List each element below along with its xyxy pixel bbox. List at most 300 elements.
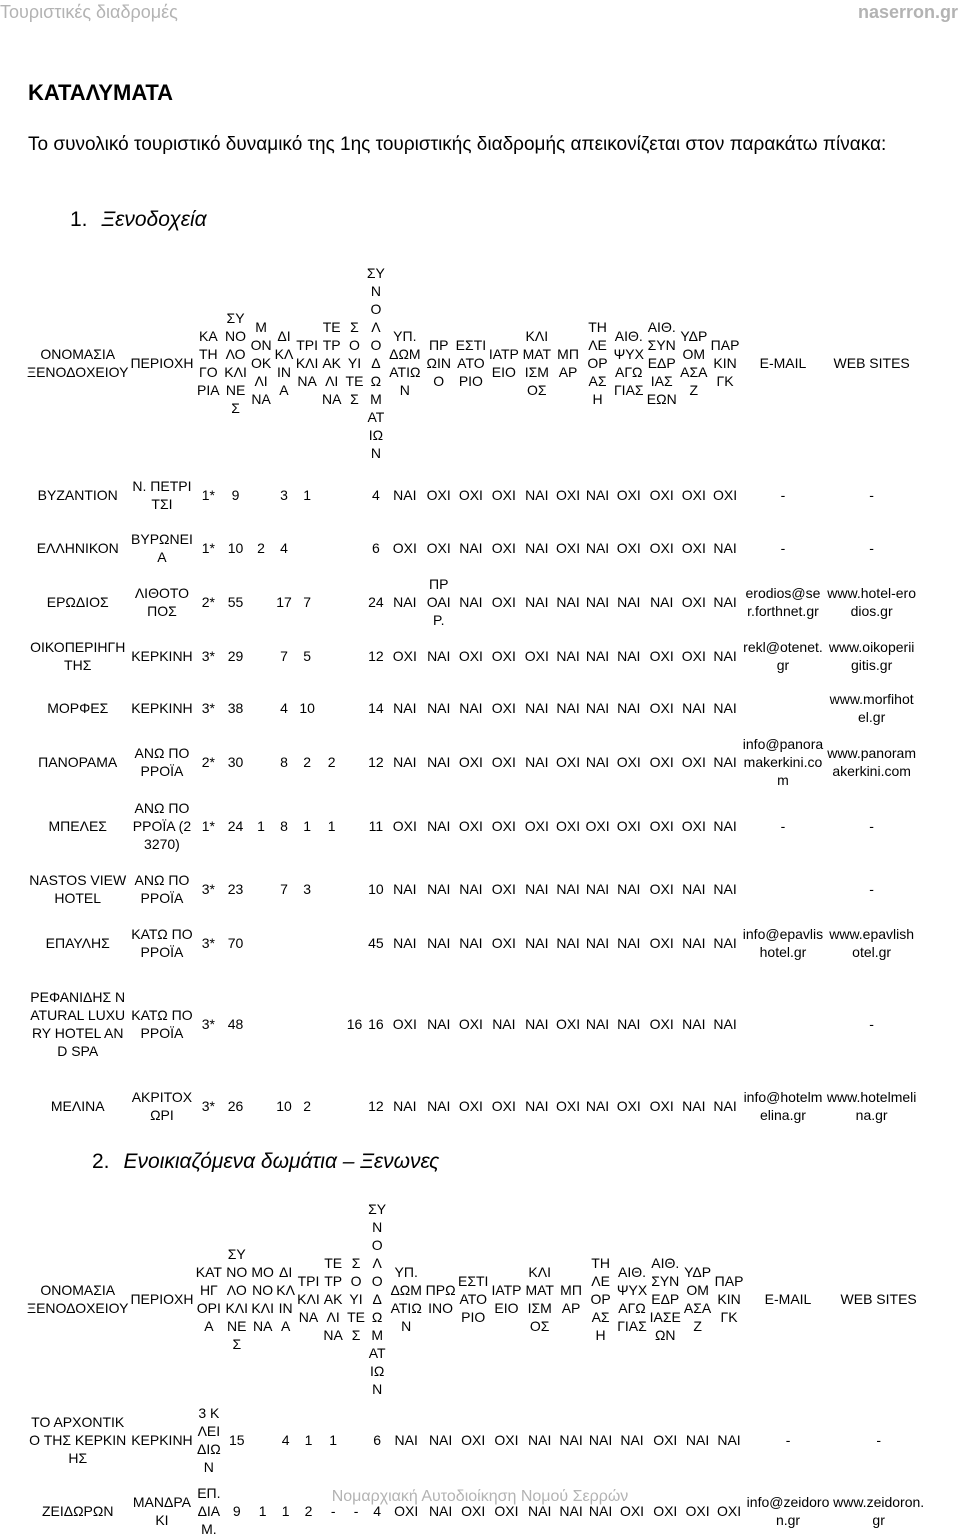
cell-single [249, 862, 273, 916]
column-header: ΚΛΙΜΑΤΙΣΜΟΣ [525, 1264, 554, 1334]
cell-suites [344, 790, 365, 862]
cell-name: NASTOS VIEW HOTEL [29, 872, 127, 906]
cell-c10: ΟΧΙ [685, 1503, 710, 1519]
cell-c3: ΝΑΙ [459, 594, 483, 610]
cell-c9: ΟΧΙ [649, 1098, 674, 1114]
cell-c10: ΟΧΙ [681, 648, 706, 664]
cell-name: ΜΟΡΦΕΣ [47, 700, 109, 716]
cell-beds: 29 [227, 648, 244, 664]
cell-beds: 23 [227, 881, 244, 897]
cell-c10: ΝΑΙ [685, 1432, 710, 1448]
cell-c3: ΟΧΙ [458, 487, 483, 503]
cell-c1: ΝΑΙ [393, 487, 417, 503]
cell-c1: ΝΑΙ [393, 881, 417, 897]
column-header: ΤΕΤΡΑΚΛΙΝΑ [321, 319, 342, 407]
cell-web: www.hotelmelina.gr [826, 1089, 917, 1123]
cell-c2: ΟΧΙ [426, 540, 451, 556]
cell-cat: ΕΠ. ΔΙΑΜ. [197, 1485, 221, 1537]
cell-c5: ΝΑΙ [528, 1503, 552, 1519]
header-site: naserron.gr [857, 2, 958, 22]
cell-c4: ΟΧΙ [491, 818, 516, 834]
column-header: ΙΑΤΡΕΙΟ [491, 1282, 522, 1316]
cell-c8: ΝΑΙ [617, 881, 641, 897]
cell-c3: ΟΧΙ [458, 1098, 483, 1114]
cell-c6: ΟΧΙ [555, 487, 581, 503]
cell-c3: ΟΧΙ [458, 818, 483, 834]
cell-c4: ΟΧΙ [491, 1098, 516, 1114]
cell-email: - [780, 540, 786, 556]
cell-double [273, 916, 294, 970]
cell-cat: 1* [201, 487, 215, 503]
column-header: ΟΝΟΜΑΣΙΑ ΞΕΝΟΔΟΧΕΙΟΥ [27, 1282, 129, 1316]
cell-web: www.zeidoron.gr [833, 1494, 925, 1528]
cell-c1: ΟΧΙ [392, 1016, 417, 1032]
cell-c2: ΝΑΙ [427, 754, 451, 770]
column-header: WEB SITES [840, 1291, 917, 1307]
cell-c8: ΟΧΙ [616, 540, 641, 556]
cell-c7: ΝΑΙ [588, 1503, 613, 1519]
cell-c6: ΝΑΙ [556, 935, 580, 951]
cell-c9: ΟΧΙ [649, 487, 674, 503]
cell-cat: 3* [201, 1098, 215, 1114]
cell-c8: ΝΑΙ [617, 1016, 641, 1032]
cell-c9: ΟΧΙ [649, 935, 674, 951]
cell-c4: ΟΧΙ [494, 1503, 519, 1519]
section2-num: 2. [92, 1150, 110, 1173]
cell-c11: ΝΑΙ [713, 648, 737, 664]
cell-c9: ΟΧΙ [653, 1503, 678, 1519]
cell-c3: ΝΑΙ [459, 700, 483, 716]
cell-c10: ΟΧΙ [681, 594, 706, 610]
cell-rooms: 16 [368, 1016, 384, 1032]
cell-c1: ΝΑΙ [393, 700, 417, 716]
cell-suites [344, 682, 365, 734]
cell-single [249, 1078, 273, 1134]
cell-c4: ΟΧΙ [491, 700, 516, 716]
cell-c8: ΟΧΙ [616, 487, 641, 503]
cell-web: - [869, 1016, 874, 1032]
cell-double: 4 [280, 700, 288, 716]
column-header: ΥΠ. ΔΩΜΑΤΙΩΝ [389, 328, 421, 398]
cell-quad [320, 522, 344, 574]
cell-web: www.oikoperiigitis.gr [828, 639, 915, 673]
table-row [26, 574, 918, 630]
cell-c1: ΟΧΙ [392, 648, 417, 664]
table-row [26, 790, 918, 862]
cell-c9: ΟΧΙ [649, 648, 674, 664]
cell-quad [320, 862, 344, 916]
column-header: ΠΡΩΙΝΟ [426, 337, 451, 389]
cell-beds: 30 [227, 754, 244, 770]
cell-single [249, 916, 273, 970]
cell-c11: ΟΧΙ [713, 487, 738, 503]
cell-email [741, 682, 826, 734]
cell-c10: ΝΑΙ [682, 1098, 706, 1114]
cell-single: 2 [257, 540, 265, 556]
cell-c5: ΝΑΙ [525, 594, 549, 610]
table-row [26, 522, 918, 574]
cell-c2: ΝΑΙ [427, 1098, 451, 1114]
cell-area: ΑΝΩ ΠΟΡΡΟΪΑ (23270) [132, 800, 192, 852]
cell-c8: ΟΧΙ [616, 818, 641, 834]
cell-single [249, 468, 273, 522]
column-header: ΠΕΡΙΟΧΗ [130, 1291, 194, 1307]
cell-c4: ΟΧΙ [491, 754, 516, 770]
column-header: ΜΠΑΡ [557, 346, 579, 380]
cell-suites [344, 522, 365, 574]
column-header: ΣΥΝΟΛΟ ΔΩΜΑΤΙΩΝ [368, 1201, 387, 1397]
cell-suites [344, 1078, 365, 1134]
cell-c9: ΟΧΙ [649, 540, 674, 556]
cell-c6: ΝΑΙ [556, 648, 580, 664]
cell-cat: 1* [201, 540, 215, 556]
cell-web: - [869, 818, 874, 834]
cell-email: - [780, 818, 786, 834]
table-row [26, 1078, 918, 1134]
cell-c5: ΝΑΙ [525, 540, 549, 556]
cell-c6: ΝΑΙ [556, 594, 580, 610]
cell-c9: ΟΧΙ [649, 1016, 674, 1032]
cell-rooms: 6 [373, 1432, 382, 1448]
cell-c8: ΟΧΙ [616, 1098, 641, 1114]
cell-suites [344, 916, 365, 970]
cell-triple [295, 522, 320, 574]
cell-c1: ΝΑΙ [393, 935, 417, 951]
cell-c6: ΟΧΙ [555, 754, 581, 770]
cell-beds: 70 [227, 935, 244, 951]
cell-rooms: 6 [372, 540, 380, 556]
cell-web: www.morfihotel.gr [829, 691, 914, 725]
cell-cat: 3* [201, 648, 215, 664]
cell-c4: ΟΧΙ [491, 935, 516, 951]
cell-c6: ΟΧΙ [555, 540, 581, 556]
table-row [26, 630, 918, 682]
cell-c7: ΝΑΙ [585, 594, 610, 610]
cell-area: ΑΝΩ ΠΟΡΡΟΪΑ [134, 745, 190, 779]
cell-area: ΚΑΤΩ ΠΟΡΡΟΪΑ [131, 926, 193, 960]
cell-c5: ΝΑΙ [525, 935, 549, 951]
cell-double: 4 [280, 540, 288, 556]
column-header: ΟΝΟΜΑΣΙΑ ΞΕΝΟΔΟΧΕΙΟΥ [27, 346, 129, 380]
cell-c5: ΝΑΙ [525, 1098, 549, 1114]
cell-area: ΑΝΩ ΠΟΡΡΟΪΑ [134, 872, 190, 906]
cell-double: 7 [280, 881, 288, 897]
cell-area: ΚΕΡΚΙΝΗ [131, 700, 193, 716]
column-header: ΜΠΑΡ [560, 1282, 582, 1316]
cell-beds: 10 [227, 540, 244, 556]
column-header: E-MAIL [764, 1291, 812, 1307]
cell-c10: ΝΑΙ [682, 881, 706, 897]
page-header [0, 0, 960, 28]
cell-rooms: 12 [368, 754, 384, 770]
cell-c2: ΝΑΙ [427, 1016, 451, 1032]
cell-email: - [785, 1432, 791, 1448]
cell-double: 4 [281, 1432, 290, 1448]
table-header-row [26, 258, 918, 468]
cell-c7: ΝΑΙ [585, 935, 610, 951]
cell-quad: 1 [327, 818, 336, 834]
intro-text: Το συνολικό τουριστικό δυναμικό της 1ης τουριστικής διαδρομής απεικονίζεται στον παρακάτω πίνακα: [28, 134, 887, 155]
cell-area: ΒΥΡΩΝΕΙΑ [131, 531, 193, 565]
cell-single: 1 [257, 818, 265, 834]
cell-quad [320, 970, 344, 1078]
cell-c1: ΟΧΙ [392, 818, 417, 834]
cell-single [249, 574, 273, 630]
cell-c4: ΟΧΙ [494, 1432, 519, 1448]
cell-c10: ΟΧΙ [681, 540, 706, 556]
column-header: ΙΑΤΡΕΙΟ [488, 346, 519, 380]
cell-c6: ΝΑΙ [559, 1432, 583, 1448]
cell-beds: 15 [228, 1432, 245, 1448]
column-header: ΜΟΝΟΚΛΙΝΑ [250, 319, 272, 407]
cell-c2: ΝΑΙ [427, 700, 451, 716]
column-header: ΥΠ. ΔΩΜΑΤΙΩΝ [390, 1264, 422, 1334]
cell-name: ΒΥΖΑΝΤΙΟΝ [37, 487, 118, 503]
cell-c10: ΝΑΙ [682, 700, 706, 716]
cell-c7: ΝΑΙ [585, 487, 610, 503]
cell-quad [320, 916, 344, 970]
cell-rooms: 4 [373, 1503, 382, 1519]
table-row [26, 970, 918, 1078]
cell-email: info@panoramakerkini.com [742, 736, 824, 788]
cell-triple: 1 [303, 487, 312, 503]
cell-c2: ΝΑΙ [427, 648, 451, 664]
table-row [26, 734, 918, 790]
header-title: Τουριστικές διαδρομές [0, 2, 178, 22]
cell-suites [344, 862, 365, 916]
cell-c11: ΝΑΙ [713, 881, 737, 897]
cell-name: ΕΠΑΥΛΗΣ [45, 935, 110, 951]
cell-name: ΜΕΛΙΝΑ [50, 1098, 105, 1114]
cell-c9: ΟΧΙ [649, 700, 674, 716]
cell-rooms: 10 [368, 881, 384, 897]
cell-c3: ΟΧΙ [458, 754, 483, 770]
cell-c6: ΝΑΙ [559, 1503, 583, 1519]
cell-c5: ΟΧΙ [524, 818, 549, 834]
column-header: ΣΥΝΟΛΟ ΚΛΙΝΕΣ [224, 310, 247, 416]
column-header: ΤΡΙΚΛΙΝΑ [297, 1273, 320, 1325]
cell-email [741, 862, 826, 916]
cell-single [249, 630, 273, 682]
cell-c7: ΝΑΙ [585, 754, 610, 770]
cell-beds: 26 [227, 1098, 244, 1114]
cell-suites [344, 574, 365, 630]
table-header-row [26, 1200, 926, 1398]
cell-c7: ΝΑΙ [588, 1432, 613, 1448]
cell-c1: ΝΑΙ [393, 1098, 417, 1114]
cell-cat: 1* [201, 818, 215, 834]
cell-c10: ΟΧΙ [681, 487, 706, 503]
cell-email: info@hotelmelina.gr [743, 1089, 823, 1123]
cell-c3: ΝΑΙ [459, 935, 483, 951]
cell-c6: ΝΑΙ [556, 700, 580, 716]
cell-web: - [869, 540, 874, 556]
cell-triple [295, 970, 320, 1078]
column-header: ΕΣΤΙΑΤΟΡΙΟ [455, 337, 487, 389]
column-header: ΤΡΙΚΛΙΝΑ [295, 337, 319, 389]
cell-web: www.panoramakerkini.com [827, 745, 916, 779]
cell-c5: ΝΑΙ [525, 754, 549, 770]
cell-c5: ΝΑΙ [525, 487, 549, 503]
column-header: ΜΟΝΟΚΛΙΝΑ [251, 1264, 274, 1334]
column-header: ΔΙΚΛΙΝΑ [274, 328, 294, 398]
cell-suites [345, 1398, 366, 1482]
cell-c7: ΟΧΙ [585, 818, 610, 834]
cell-name: ΤΟ ΑΡΧΟΝΤΙΚΟ ΤΗΣ ΚΕΡΚΙΝΗΣ [29, 1414, 127, 1466]
section2-label: Ενοικιαζόμενα δωμάτια – Ξενωνες [123, 1150, 440, 1173]
column-header: ΠΕΡΙΟΧΗ [130, 355, 194, 371]
cell-c2: ΝΑΙ [428, 1432, 453, 1448]
column-header: ΣΟΥΙΤΕΣ [345, 319, 364, 407]
cell-c3: ΟΧΙ [458, 648, 483, 664]
column-header: ΑΙΘ. ΣΥΝΕΔΡΙΑΣΕΩΝ [646, 319, 677, 407]
section1-title [70, 208, 207, 232]
cell-area: Ν. ΠΕΤΡΙΤΣΙ [132, 478, 192, 512]
cell-c6: ΟΧΙ [555, 1016, 581, 1032]
cell-rooms: 11 [368, 818, 384, 834]
cell-rooms: 12 [368, 1098, 384, 1114]
cell-c2: ΠΡΟΑΙΡ. [426, 576, 451, 628]
cell-c11: ΝΑΙ [713, 935, 737, 951]
cell-c7: ΝΑΙ [585, 648, 610, 664]
cell-rooms: 45 [368, 935, 384, 951]
cell-beds: 55 [227, 594, 244, 610]
table-row [26, 862, 918, 916]
cell-c2: ΝΑΙ [428, 1503, 453, 1519]
cell-quad: 1 [329, 1432, 338, 1448]
cell-c3: ΟΧΙ [461, 1503, 486, 1519]
cell-quad [320, 682, 344, 734]
cell-rooms: 14 [368, 700, 384, 716]
cell-area: ΛΙΘΟΤΟΠΟΣ [134, 585, 190, 619]
cell-triple: 1 [303, 818, 312, 834]
cell-c5: ΝΑΙ [528, 1432, 552, 1448]
cell-rooms: 12 [368, 648, 384, 664]
cell-web: www.epavlishotel.gr [829, 926, 915, 960]
cell-c7: ΝΑΙ [585, 881, 610, 897]
cell-name: ΕΡΩΔΙΟΣ [46, 594, 109, 610]
cell-beds: 24 [227, 818, 244, 834]
column-header: ΚΛΙΜΑΤΙΣΜΟΣ [522, 328, 552, 398]
cell-c2: ΝΑΙ [427, 881, 451, 897]
cell-c5: ΟΧΙ [524, 648, 549, 664]
column-header: ΣΥΝΟΛΟ ΔΩΜΑΤΙΩΝ [366, 265, 385, 461]
cell-c9: ΟΧΙ [649, 818, 674, 834]
cell-c6: ΝΑΙ [556, 881, 580, 897]
cell-email: info@zeidoron.gr [746, 1494, 830, 1528]
column-header: WEB SITES [833, 355, 910, 371]
cell-c11: ΝΑΙ [713, 754, 737, 770]
table-row [26, 1398, 926, 1482]
cell-triple: 1 [304, 1432, 313, 1448]
cell-c8: ΝΑΙ [620, 1432, 644, 1448]
cell-c11: ΝΑΙ [717, 1432, 741, 1448]
cell-double: 1 [281, 1503, 290, 1519]
cell-c11: ΝΑΙ [713, 700, 737, 716]
cell-double: 3 [280, 487, 288, 503]
cell-c11: ΝΑΙ [713, 1016, 737, 1032]
section2-title [92, 1150, 439, 1174]
cell-name: ΜΠΕΛΕΣ [48, 818, 107, 834]
cell-area: ΚΕΡΚΙΝΗ [131, 648, 193, 664]
cell-beds: 9 [231, 487, 240, 503]
cell-double: 10 [276, 1098, 292, 1114]
cell-cat: 3* [201, 1016, 215, 1032]
cell-email: info@epavlishotel.gr [742, 926, 824, 960]
cell-name: ΕΛΛΗΝΙΚΟΝ [36, 540, 119, 556]
column-header: E-MAIL [759, 355, 807, 371]
cell-beds: 38 [227, 700, 244, 716]
cell-c4: ΟΧΙ [491, 648, 516, 664]
cell-c3: ΝΑΙ [459, 540, 483, 556]
cell-c8: ΟΧΙ [619, 1503, 645, 1519]
column-header: ΠΡΩΙΝΟ [425, 1282, 456, 1316]
cell-triple [295, 916, 320, 970]
cell-c4: ΟΧΙ [491, 540, 516, 556]
column-header: ΥΔΡΟΜΑΣΑΖ [680, 328, 708, 398]
cell-beds: 48 [227, 1016, 244, 1032]
section1-label: Ξενοδοχεία [101, 208, 207, 231]
cell-area: ΚΕΡΚΙΝΗ [131, 1432, 193, 1448]
cell-email: erodios@ser.forthnet.gr [745, 585, 821, 619]
cell-single [250, 1398, 275, 1482]
cell-c9: ΝΑΙ [650, 594, 674, 610]
cell-c11: ΝΑΙ [713, 818, 737, 834]
column-header: ΚΑΤΗΓΟΡΙΑ [195, 1264, 222, 1334]
cell-c8: ΝΑΙ [617, 935, 641, 951]
cell-quad [320, 630, 344, 682]
cell-triple: 5 [303, 648, 312, 664]
column-header: ΕΣΤΙΑΤΟΡΙΟ [458, 1273, 489, 1325]
column-header: ΑΙΘ. ΨΥΧΑΓΩΓΙΑΣ [616, 1264, 648, 1334]
column-header: ΤΗΛΕΟΡΑΣΗ [587, 319, 608, 407]
cell-single [249, 734, 273, 790]
cell-c7: ΝΑΙ [585, 1016, 610, 1032]
cell-name: ΟΙΚΟΠΕΡΙΗΓΗΤΗΣ [30, 639, 126, 673]
column-header: ΠΑΡΚΙΝΓΚ [714, 1273, 744, 1325]
cell-cat: 2* [201, 594, 215, 610]
cell-single [249, 970, 273, 1078]
cell-cat: 3* [201, 881, 215, 897]
cell-c3: ΟΧΙ [458, 1016, 483, 1032]
column-header: ΥΔΡΟΜΑΣΑΖ [683, 1264, 712, 1334]
cell-suites [344, 630, 365, 682]
page-footer: Νομαρχιακή Αυτοδιοίκηση Νομού Σερρών [331, 1488, 629, 1505]
cell-web: - [876, 1432, 881, 1448]
page-heading: ΚΑΤΑΛΥΜΑΤΑ [28, 80, 174, 105]
cell-c10: ΟΧΙ [681, 818, 706, 834]
cell-double [273, 970, 294, 1078]
table-row [26, 916, 918, 970]
cell-c5: ΝΑΙ [525, 1016, 549, 1032]
cell-c2: ΝΑΙ [427, 818, 451, 834]
cell-cat: 3* [201, 700, 215, 716]
cell-quad [320, 574, 344, 630]
cell-quad [320, 1078, 344, 1134]
cell-email: rekl@otenet.gr [743, 639, 823, 673]
cell-c9: ΟΧΙ [653, 1432, 678, 1448]
cell-quad: - [330, 1503, 336, 1519]
cell-area: ΚΑΤΩ ΠΟΡΡΟΪΑ [131, 1007, 193, 1041]
cell-cat: 3 ΚΛΕΙΔΙΩΝ [197, 1405, 221, 1475]
table-row [26, 468, 918, 522]
cell-c10: ΝΑΙ [682, 935, 706, 951]
cell-c5: ΝΑΙ [525, 881, 549, 897]
cell-c4: ΟΧΙ [491, 487, 516, 503]
cell-c2: ΟΧΙ [426, 487, 451, 503]
cell-triple: 2 [303, 754, 312, 770]
cell-name: ΡΕΦΑΝΙΔΗΣ NATURAL LUXURY HOTEL AND SPA [30, 989, 126, 1059]
